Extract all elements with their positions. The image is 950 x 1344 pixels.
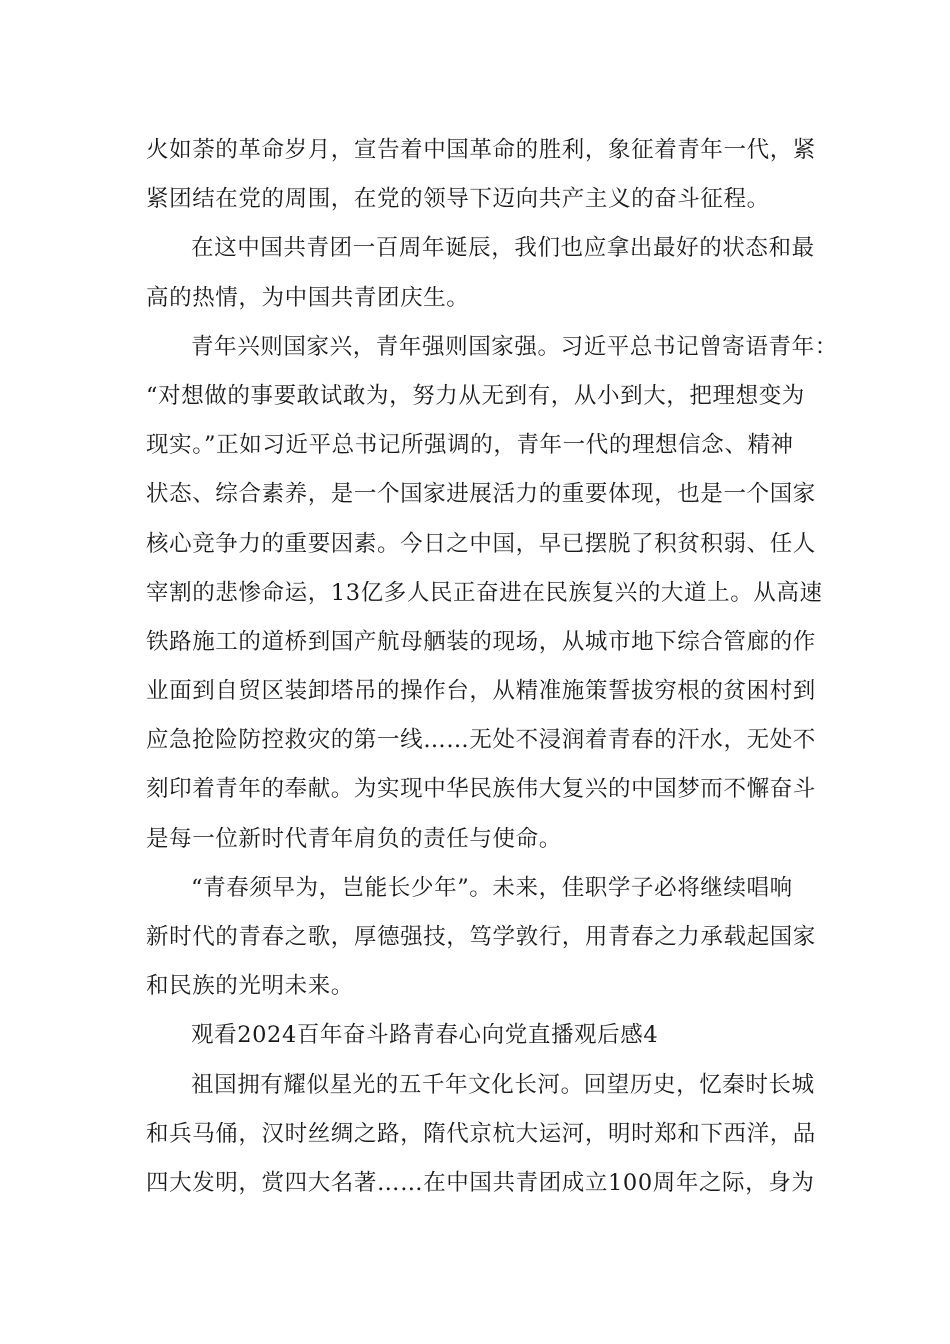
text-line: 状态、综合素养，是一个国家进展活力的重要体现，也是一个国家 bbox=[146, 481, 816, 508]
paragraph-start-line: 祖国拥有耀似星光的五千年文化长河。回望历史，忆秦时长城 bbox=[191, 1071, 815, 1098]
text-line: “对想做的事要敢试敢为，努力从无到有，从小到大，把理想变为 bbox=[146, 382, 805, 409]
section-heading: 观看2024百年奋斗路青春心向党直播观后感4 bbox=[191, 1022, 659, 1049]
document-body bbox=[146, 126, 838, 1208]
text-line: 刻印着青年的奉献。为实现中华民族伟大复兴的中国梦而不懈奋斗 bbox=[146, 776, 816, 803]
paragraph-start-line: 在这中国共青团一百周年诞辰，我们也应拿出最好的状态和最 bbox=[191, 235, 815, 262]
text-line: 紧团结在党的周围，在党的领导下迈向共产主义的奋斗征程。 bbox=[146, 186, 770, 213]
text-line: 业面到自贸区装卸塔吊的操作台，从精准施策誓拔穷根的贫困村到 bbox=[146, 678, 816, 705]
text-line: 宰割的悲惨命运，13亿多人民正奋进在民族复兴的大道上。从高速 bbox=[146, 579, 823, 606]
text-line: 新时代的青春之歌，厚德强技，笃学敦行，用青春之力承载起国家 bbox=[146, 924, 816, 950]
text-line: 应急抢险防控救灾的第一线……无处不浸润着青春的汗水，无处不 bbox=[146, 727, 816, 754]
text-line: 和民族的光明未来。 bbox=[146, 973, 354, 1000]
text-line: 四大发明，赏四大名著……在中国共青团成立100周年之际，身为 bbox=[146, 1169, 815, 1196]
text-line: 高的热情，为中国共青团庆生。 bbox=[146, 284, 470, 311]
text-line: 火如荼的革命岁月，宣告着中国革命的胜利，象征着青年一代，紧 bbox=[146, 137, 816, 163]
paragraph-start-line: “青春须早为，岂能长少年”。未来，佳职学子必将继续唱响 bbox=[191, 874, 793, 901]
text-line: 核心竞争力的重要因素。今日之中国，早已摆脱了积贫积弱、任人 bbox=[146, 530, 816, 557]
text-line: 现实。”正如习近平总书记所强调的，青年一代的理想信念、精神 bbox=[146, 432, 794, 459]
text-line: 和兵马俑，汉时丝绸之路，隋代京杭大运河，明时郑和下西洋，品 bbox=[146, 1120, 816, 1147]
text-line: 是每一位新时代青年肩负的责任与使命。 bbox=[146, 825, 562, 852]
text-line: 铁路施工的道桥到国产航母舾装的现场，从城市地下综合管廊的作 bbox=[146, 628, 816, 655]
paragraph-start-line: 青年兴则国家兴，青年强则国家强。习近平总书记曾寄语青年： bbox=[191, 333, 838, 360]
